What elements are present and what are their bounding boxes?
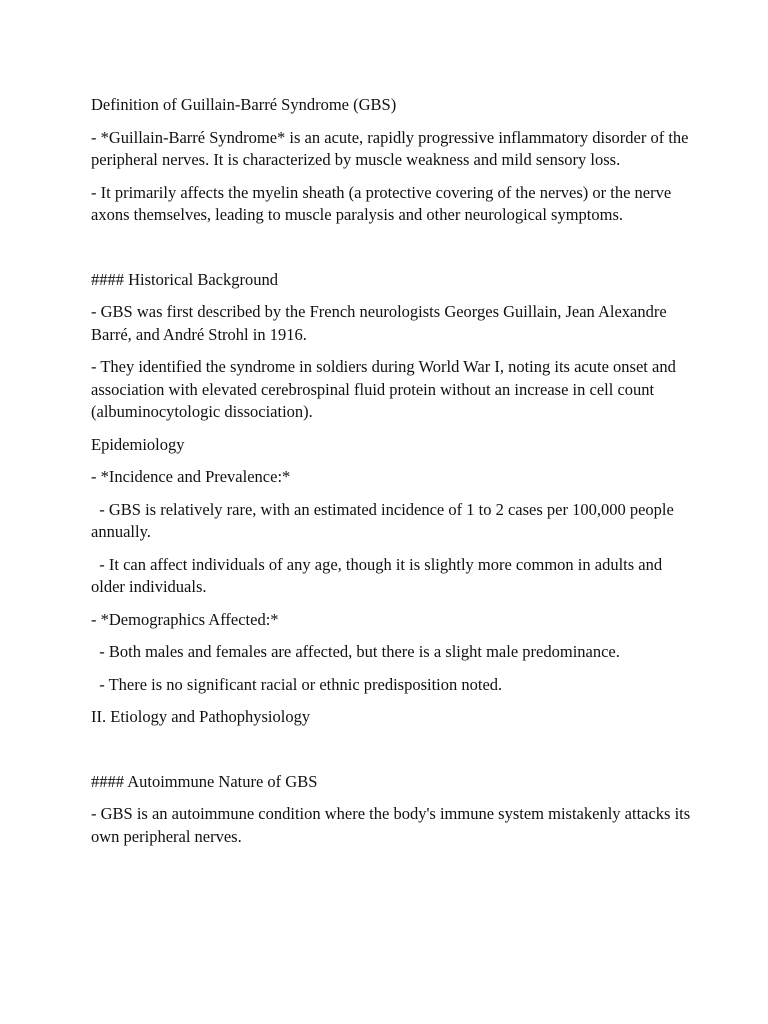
autoimmune-heading: #### Autoimmune Nature of GBS (91, 771, 318, 791)
section-spacer (91, 739, 691, 771)
incidence-subheading: - *Incidence and Prevalence:* (91, 467, 291, 486)
definition-heading: Definition of Guillain-Barré Syndrome (GBS) (91, 95, 397, 114)
demographics-subheading: - *Demographics Affected:* (91, 609, 279, 629)
historical-paragraph-2: - They identified the syndrome in soldiers during World War I, noting its acute onset and association with elevated cerebrospinal fluid protein without an increase in cell count (albuminocytologic dissociation). (91, 357, 680, 421)
historical-paragraph-1: - GBS was first described by the French neurologists Georges Guillain, Jean Alexandre Barré, and André Strohl in 1916. (91, 302, 671, 344)
definition-paragraph-1: - *Guillain-Barré Syndrome* is an acute, rapidly progressive inflammatory disorder of the peripheral nerves. It is characterized by muscle weakness and mild sensory loss. (91, 127, 693, 169)
incidence-item-2: - It can affect individuals of any age, though it is slightly more common in adults and older individuals. (91, 554, 667, 596)
definition-paragraph-2: - It primarily affects the myelin sheath (a protective covering of the nerves) or the nerve axons themselves, leading to muscle paralysis and other neurological symptoms. (91, 182, 676, 224)
epidemiology-heading: Epidemiology (91, 434, 185, 454)
historical-background-heading: #### Historical Background (91, 269, 278, 289)
autoimmune-paragraph-1: - GBS is an autoimmune condition where the body's immune system mistakenly attacks its own peripheral nerves. (91, 804, 695, 846)
document-page (91, 94, 695, 858)
demographics-item-2: - There is no significant racial or ethnic predisposition noted. (91, 674, 503, 694)
section-spacer (91, 237, 691, 269)
etiology-heading: II. Etiology and Pathophysiology (91, 707, 311, 726)
demographics-item-1: - Both males and females are affected, but there is a slight male predominance. (91, 642, 620, 661)
incidence-item-1: - GBS is relatively rare, with an estimated incidence of 1 to 2 cases per 100,000 people annually. (91, 499, 678, 541)
